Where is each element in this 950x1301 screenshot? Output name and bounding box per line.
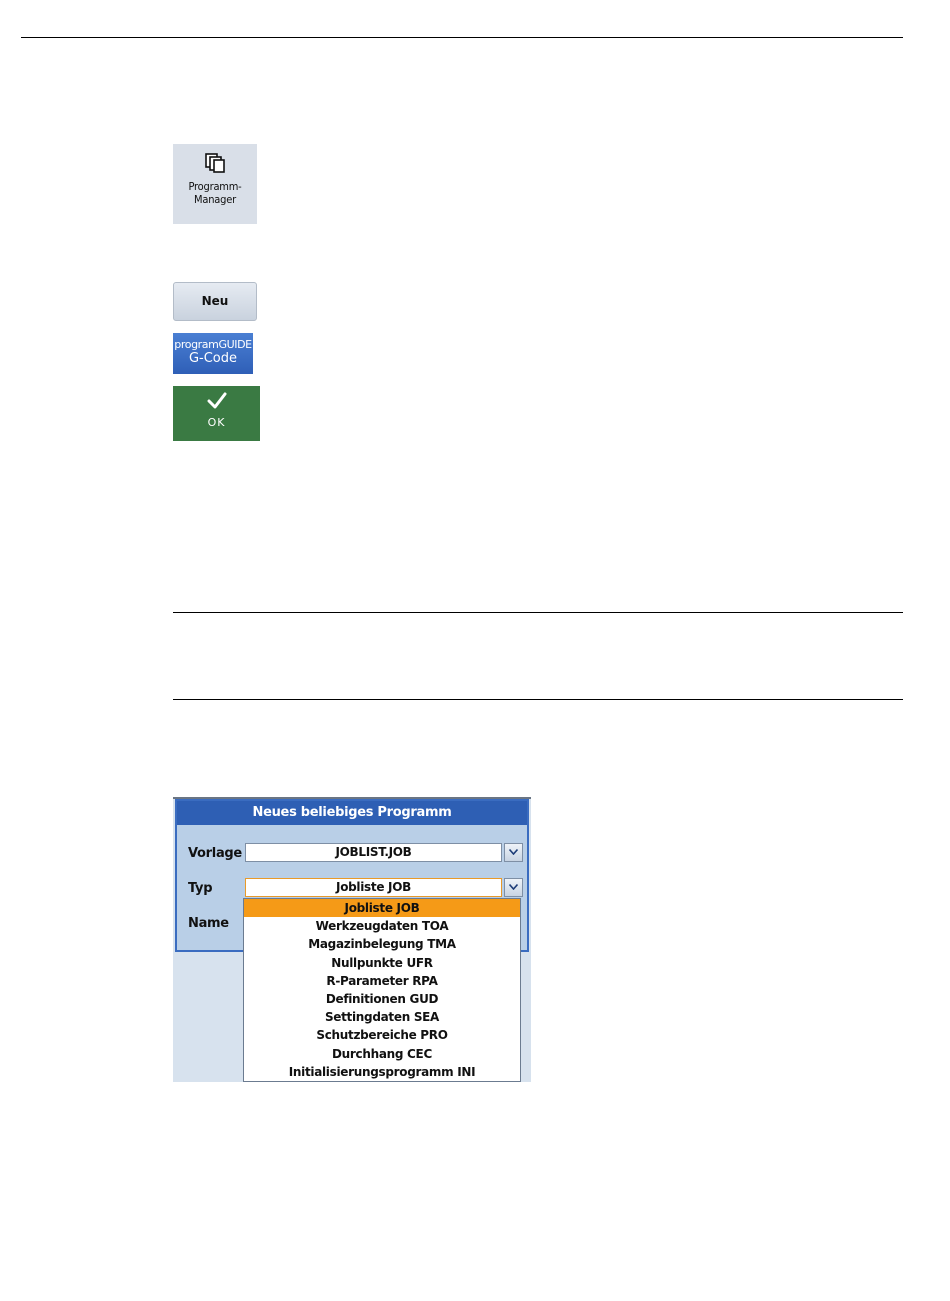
dropdown-option-initialisierungsprogramm[interactable]: Initialisierungsprogramm INI: [288, 1064, 476, 1079]
new-softkey[interactable]: Neu: [173, 282, 257, 321]
name-label: Name: [188, 916, 229, 931]
new-program-dialog-screenshot: [173, 797, 531, 1082]
dropdown-option-werkzeugdaten[interactable]: Werkzeugdaten TOA: [315, 919, 449, 934]
typ-label: Typ: [188, 881, 213, 896]
ok-softkey[interactable]: [173, 386, 260, 441]
note-top-rule: [173, 612, 903, 613]
program-manager-icon: [204, 152, 226, 174]
note-bottom-rule: [173, 699, 903, 700]
vorlage-field[interactable]: JOBLIST.JOB: [245, 843, 502, 862]
program-manager-label: Programm- Manager: [188, 180, 242, 206]
dropdown-option-durchhang[interactable]: Durchhang CEC: [332, 1046, 432, 1061]
dropdown-option-nullpunkte[interactable]: Nullpunkte UFR: [331, 955, 433, 970]
dialog-title: Neues beliebiges Programm: [177, 801, 527, 825]
dropdown-option-definitionen[interactable]: Definitionen GUD: [325, 991, 439, 1006]
programguide-label: programGUIDE: [174, 338, 252, 351]
typ-dropdown-button[interactable]: [504, 878, 523, 897]
vorlage-dropdown-button[interactable]: [504, 843, 523, 862]
chevron-down-icon: [509, 849, 518, 855]
dropdown-option-jobliste[interactable]: Jobliste JOB: [244, 899, 520, 917]
typ-dropdown-list: [243, 898, 521, 1082]
programguide-gcode-softkey[interactable]: [173, 333, 253, 374]
dropdown-option-magazinbelegung[interactable]: Magazinbelegung TMA: [308, 937, 456, 952]
vorlage-label: Vorlage: [188, 846, 242, 861]
dropdown-option-schutzbereiche[interactable]: Schutzbereiche PRO: [316, 1028, 448, 1043]
dropdown-option-settingdaten[interactable]: Settingdaten SEA: [324, 1010, 440, 1025]
ok-label: OK: [207, 416, 226, 429]
page-header-rule: [21, 37, 903, 38]
checkmark-icon: [207, 392, 227, 410]
program-manager-softkey[interactable]: [173, 144, 257, 224]
gcode-label: G-Code: [188, 351, 238, 366]
typ-field[interactable]: Jobliste JOB: [245, 878, 502, 897]
dropdown-option-r-parameter[interactable]: R-Parameter RPA: [326, 973, 438, 988]
chevron-down-icon: [509, 884, 518, 890]
